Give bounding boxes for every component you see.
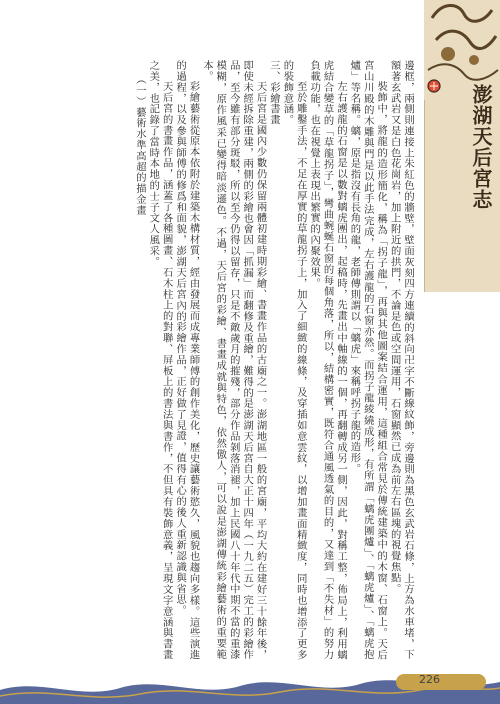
page-number: 226 [419,673,440,686]
page-title: 澎湖天后宮志 [469,84,493,210]
body-text-column-block [132,60,414,660]
paragraph: 裝飾中，將龍的造形簡化，稱為「拐子龍」，再與其他圖案結合運用，這種組合常見於傳統建築中的木窗、石窗上。天后宮山川殿的木雕與門是以此手法完成，左右護龍的石窗亦然。而拐子龍綾繞成形，有所謂「螭虎團爐」、「螭虎爐」、「螭虎抱爐」等名稱。螭，原是指沒有長角的龍，老師傳則謂以「螭虎」來稱呼拐子龍的造形。 [348,60,388,660]
section-heading: 三、彩繪書畫 [267,60,280,126]
paragraph: 彩繪藝術從原本依附於建築木構材質，經由發展而成專業師傅的創作美化，歷史讓藝術慾久，風貌也趨向多樣。這些演進的過程，以及參與師傅的修爲和面貌，澎湖天后宮內的彩繪作品，正好做了見證，值得有心的後人重新認識與省思。 [174,60,200,660]
paragraph: 邊框，兩側則連接上朱紅色的牆壁，壁面灰刻四方連續的斜向卍字不斷線紋飾，旁邊則為黑色玄武岩石條，上方為水車堵，下額著玄武岩又是白色花崗岩，加上附近的拱門，不論是色或空間運用，石窗顯然已成為前左右區塊的視覺焦點。 [388,60,414,660]
paragraph: 天后宮是國內少數仍保留兩體初建時期彩繪、書畫作品的古廟之一。澎湖地區一般的宮廟，平均大約在建好三十餘年後，即使未經拆除重建，兩側的彩繪也會因「抓漏」而翻修及重繪，難得的是澎湖天后宮自大正十四年（一九二五）完工的彩繪作品，至今雖有部分斑駁，所以至今仍得以留存，只是不敵歲月的摧殘，部分作品剝落消褪，加上民國八十年代中期不當的重漆模糊，原作風采已變得暗淡遜色。不過，天后宮的彩繪、書畫成就與特色，依然傲人，可以說是澎湖傳統彩繪藝術的重要範本。 [200,60,267,660]
paragraph: 至於雕鑿手法，不足在厚實的草龍拐子上，加入了細緻的線條，及穿插如意雲紋，以增加畫面精緻度，同時也增添了更多的裝飾意涵。 [281,60,307,660]
paragraph: 左右護龍的石窗是以數對螭虎團出，起稿時，先畫出中軸線的一個，再翻轉成另一側，因此，對稱工整，佈局上，利用螭虎結合變草的「草龍拐子」，彎曲蜿蜒石窗的每個角落，所以，結構密實，既符合通風透氣的目的，又達到「不失材」的努力負載功能，也在視覺上表現出繁實的內聚效果。 [308,60,347,660]
subsection-heading: （一）藝術水準高超的描金畫 [133,74,146,216]
paragraph: 天后宮的書畫作品，涵蓋了各種圖畫、石木柱上的對聯、屏板上的書法與書作，不但具有裝飾意義，呈現文字意涵與書畫之美，也記錄了當時本地的士子文人風采。 [147,60,173,660]
